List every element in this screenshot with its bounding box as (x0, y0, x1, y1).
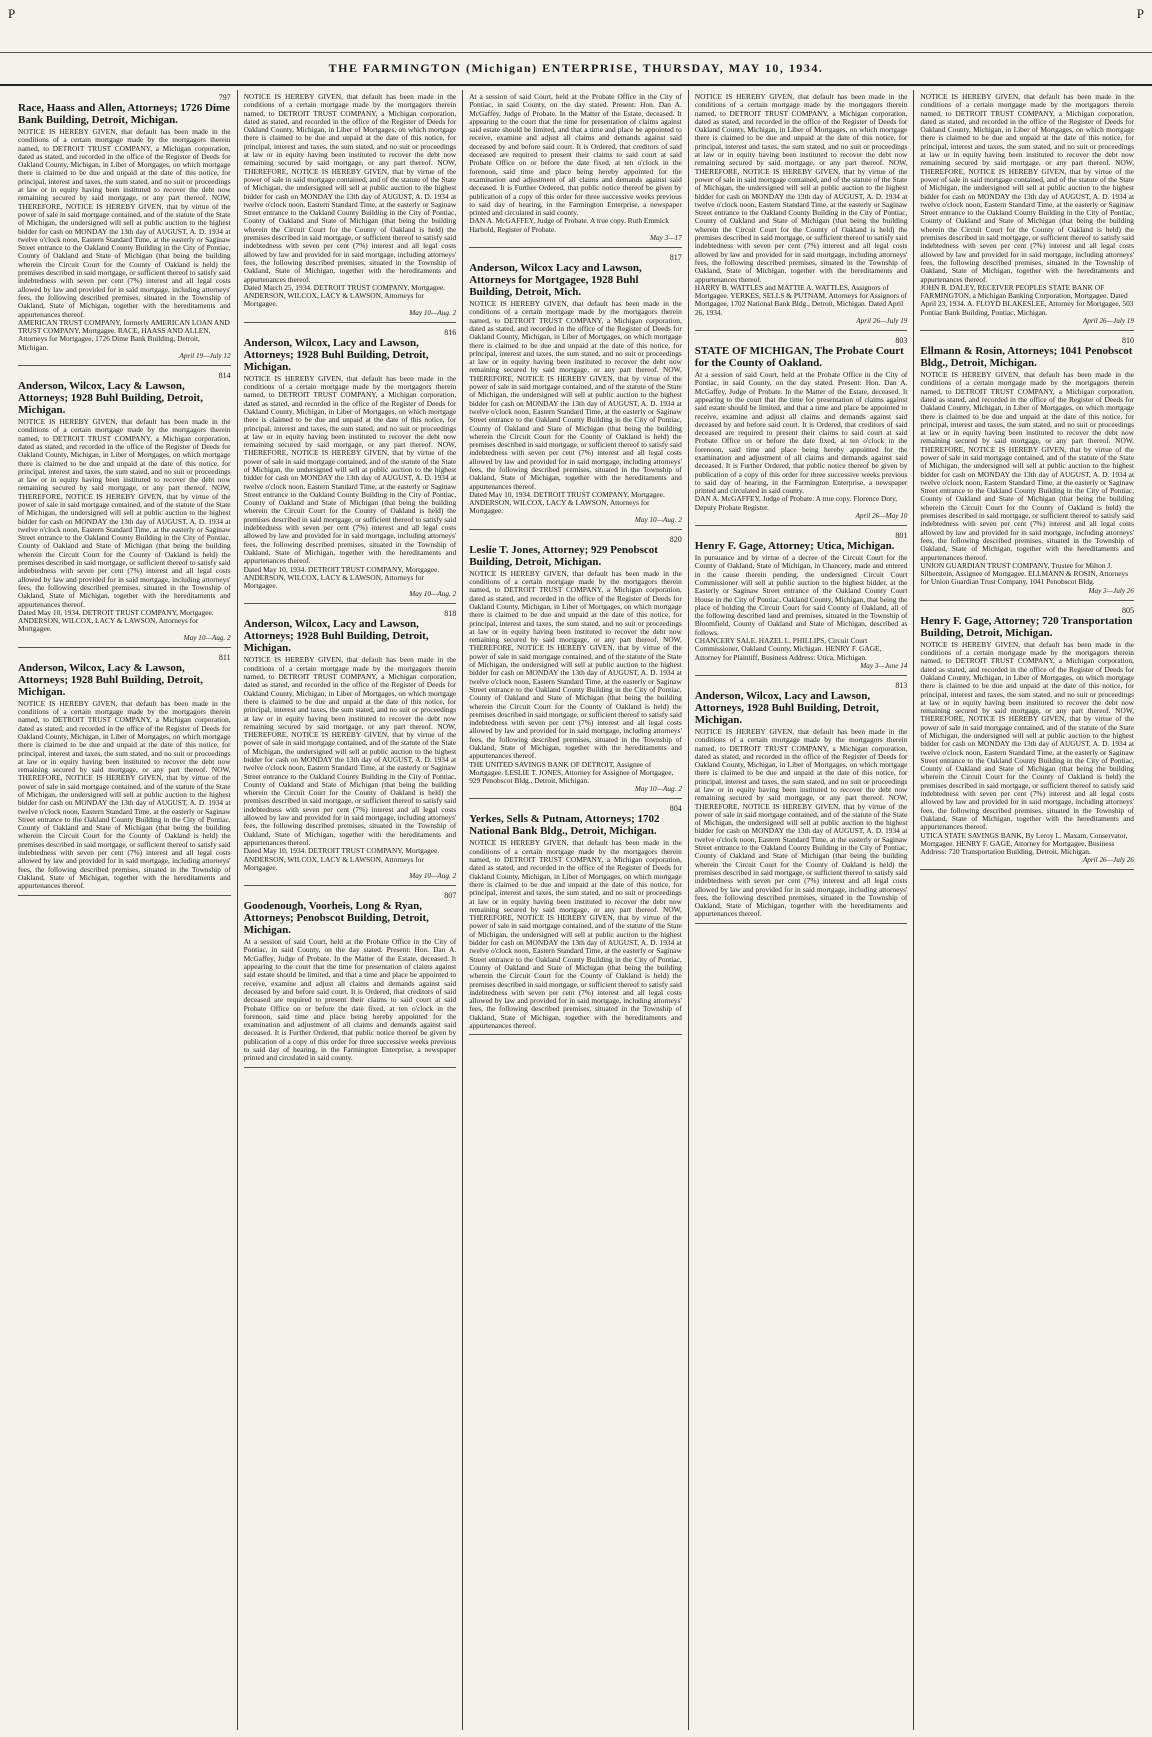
notice-signature: HARRY B. WATTLES and MATTIE A. WATTLES, Assignors of Mortgagee. YERKES, SELLS & PUTNAM, Attorneys for Assignors of Mortgagee, 1702 National Bank Bldg., Detroit, Michigan. Dated April 26, 1934. (694, 282, 907, 317)
notice-number: 805 (1122, 605, 1134, 615)
notice-body: At a session of said Court, held at the Probate Office in the City of Pontiac, in said County, on the day stated. Present: Hon. Dan A. McGaffey, Judge of Probate. In the Matter of the Estate, deceased. It appearing to the court that the time for presentation of claims against said estate should be limited, and that a time and place be appointed to receive, examine and adjust all claims and demands against said deceased by and before said court. It is Ordered, that creditors of said deceased are required to present their claims to said court at said Probate Office on or before the date fixed, at ten o'clock in the forenoon, said time and place being hereby appointed for the examination and adjustment of all claims and demands against said deceased. It is Further Ordered, that public notice thereof be given by publication of a copy of this order for three successive weeks previous to said day of hearing, in the Farmington Enterprise, a newspaper printed and circulated in said county. (243, 937, 457, 1063)
notice-signature: DAN A. McGAFFEY, Judge of Probate. A true copy. Florence Doty, Deputy Probate Register. (694, 494, 898, 512)
notice-body: NOTICE IS HEREBY GIVEN, that default has been made in the conditions of a certain mortgage made by the mortgagors therein named, to DETROIT TRUST COMPANY, a Michigan corporation, dated as stated, and recorded in the office of the Register of Deeds for Oakland County, Michigan, in Liber of Mortgages, on which mortgage there is claimed to be due and unpaid at the date of this notice, for principal, interest and taxes, the sum stated, and no suit or proceedings at law or in equity having been instituted to recover the debt now remaining secured by said mortgage, or any part thereof. NOW, THEREFORE, NOTICE IS HEREBY GIVEN, that by virtue of the power of sale in said mortgage contained, and of the statute of the State of Michigan, the undersigned will sell at public auction to the highest bidder for cash on MONDAY the 13th day of AUGUST, A. D. 1934 at twelve o'clock noon, Eastern Standard Time, at the easterly or Saginaw Street entrance to the Oakland County Building in the City of Pontiac, County of Oakland and State of Michigan (that being the building wherein the Circuit Court for the County of Oakland is held) the premises described in said mortgage, or sufficient thereof to satisfy said indebtedness with seven per cent (7%) interest and all legal costs allowed by law and provided for in said mortgage, including attorneys' fees, the following described premises, situated in the Township of Oakland, State of Michigan, together with the hereditaments and appurtenances thereof. (18, 698, 231, 891)
notice-heading: Henry F. Gage, Attorney; Utica, Michigan. (694, 540, 895, 553)
notice-run-dates: April 26—July 19 (856, 317, 908, 326)
notice-body: In pursuance and by virtue of a decree of the Circuit Court for the County of Oakland, State of Michigan, in Chancery, made and entered in the cause therein pending, the undersigned Circuit Court Commissioner will sell at public auction to the highest bidder, at the Easterly or Saginaw Street entrance of the Oakland County Court House in the City of Pontiac, Oakland County, Michigan, that being the place of holding the Circuit Court for said County of Oakland, all of the following described land and premises, situated in the Township of Bloomfield, County of Oakland and State of Michigan, described as follows. (694, 553, 908, 637)
notice-heading: Goodenough, Voorheis, Long & Ryan, Attorneys; Penobscot Building, Detroit, Michigan. (243, 900, 429, 937)
notice-body: NOTICE IS HEREBY GIVEN, that default has been made in the conditions of a certain mortgage made by the mortgagors therein named, to DETROIT TRUST COMPANY, a Michigan corporation, dated as stated, and recorded in the office of the Register of Deeds for Oakland County, Michigan, in Liber of Mortgages, on which mortgage there is claimed to be due and unpaid at the date of this notice, for principal, interest and taxes, the sum stated, and no suit or proceedings at law or in equity having been instituted to recover the debt now remaining secured by said mortgage, or any part thereof. NOW, THEREFORE, NOTICE IS HEREBY GIVEN, that by virtue of the power of sale in said mortgage contained, and of the statute of the State of Michigan, the undersigned will sell at public auction to the highest bidder for cash on MONDAY the 13th day of AUGUST, A. D. 1934 at twelve o'clock noon, Eastern Standard Time, at the easterly or Saginaw Street entrance to the Oakland County Building in the City of Pontiac, County of Oakland and State of Michigan (that being the building wherein the Circuit Court for the County of Oakland is held) the premises described in said mortgage, or sufficient thereof to satisfy said indebtedness with seven per cent (7%) interest and all legal costs allowed by law and provided for in said mortgage, including attorneys' fees, the following described premises, situated in the Township of Oakland, State of Michigan, together with the hereditaments and appurtenances thereof. (920, 92, 1134, 284)
notice-run-dates: May 10—Aug. 2 (634, 515, 682, 524)
legal-notice (920, 333, 1134, 601)
legal-notice (244, 325, 457, 605)
legal-notice (469, 250, 682, 530)
notice-signature: Dated March 25, 1934. DETROIT TRUST COMPANY, Mortgagee. ANDERSON, WILCOX, LACY & LAWSON, Attorneys for Mortgagee. (243, 282, 445, 309)
notice-number: 803 (895, 336, 908, 346)
notice-run-dates: May 3—June 14 (860, 661, 908, 670)
notice-heading: Yerkes, Sells & Putnam, Attorneys; 1702 National Bank Bldg., Detroit, Michigan. (469, 813, 660, 838)
notice-run-dates: May 10—Aug. 2 (409, 590, 457, 599)
notice-heading: Henry F. Gage, Attorney; 720 Transportation Building, Detroit, Michigan. (920, 614, 1133, 639)
notice-number: 816 (444, 327, 457, 337)
notice-body: NOTICE IS HEREBY GIVEN, that default has been made in the conditions of a certain mortgage made by the mortgagors therein named, to DETROIT TRUST COMPANY, a Michigan corporation, dated as stated, and recorded in the office of the Register of Deeds for Oakland County, Michigan, in Liber of Mortgages, on which mortgage there is claimed to be due and unpaid at the date of this notice, for principal, interest and taxes, the sum stated, and no suit or proceedings at law or in equity having been instituted to recover the debt now remaining secured by said mortgage, or any part thereof. NOW, THEREFORE, NOTICE IS HEREBY GIVEN, that by virtue of the power of sale in said mortgage contained, and of the statute of the State of Michigan, the undersigned will sell at public auction to the highest bidder for cash on MONDAY the 13th day of AUGUST, A. D. 1934 at twelve o'clock noon, Eastern Standard Time, at the easterly or Saginaw Street entrance to the Oakland County Building in the City of Pontiac, County of Oakland and State of Michigan (that being the building wherein the Circuit Court for the County of Oakland is held) the premises described in said mortgage, or sufficient thereof to satisfy said indebtedness with seven per cent (7%) interest and all legal costs allowed by law and provided for in said mortgage, including attorneys' fees, the following described premises, situated in the Township of Oakland, State of Michigan, together with the hereditaments and appurtenances thereof. (920, 370, 1134, 562)
notice-run-dates: April 26—July 19 (1082, 317, 1134, 326)
corner-mark-right: P (1136, 6, 1144, 21)
legal-notice (695, 528, 908, 676)
column-2 (238, 90, 464, 1730)
notice-number: 814 (218, 371, 231, 381)
legal-notice (469, 90, 682, 248)
notice-heading: Anderson, Wilcox Lacy and Lawson, Attorneys for Mortgagee, 1928 Buhl Building, Detroit, Mich. (469, 262, 642, 299)
notice-number: 820 (669, 534, 682, 544)
legal-notice (18, 368, 231, 648)
notice-body: NOTICE IS HEREBY GIVEN, that default has been made in the conditions of a certain mortgage made by the mortgagors therein named, to DETROIT TRUST COMPANY, a Michigan corporation, dated as stated, and recorded in the office of the Register of Deeds for Oakland County, Michigan, in Liber of Mortgages, on which mortgage there is claimed to be due and unpaid at the date of this notice, for principal, interest and taxes, the sum stated, and no suit or proceedings at law or in equity having been instituted to recover the debt now remaining secured by said mortgage, or any part thereof. NOW, THEREFORE, NOTICE IS HEREBY GIVEN, that by virtue of the power of sale in said mortgage contained, and of the statute of the State of Michigan, the undersigned will sell at public auction to the highest bidder for cash on MONDAY the 13th day of AUGUST, A. D. 1934 at twelve o'clock noon, Eastern Standard Time, at the easterly or Saginaw Street entrance to the Oakland County Building in the City of Pontiac, County of Oakland and State of Michigan (that being the building wherein the Circuit Court for the County of Oakland is held) the premises described in said mortgage, or sufficient thereof to satisfy said indebtedness with seven per cent (7%) interest and all legal costs allowed by law and provided for in said mortgage, including attorneys' fees, the following described premises, situated in the Township of Oakland, State of Michigan, together with the hereditaments and appurtenances thereof. (920, 639, 1134, 832)
notice-heading: Race, Haass and Allen, Attorneys; 1726 Dime Bank Building, Detroit, Michigan. (18, 102, 231, 126)
legal-notice (244, 606, 457, 886)
legal-notice (469, 801, 682, 1035)
legal-notice (244, 888, 457, 1067)
notice-heading: Ellmann & Rosin, Attorneys; 1041 Penobscot Bldg., Detroit, Michigan. (920, 345, 1133, 370)
notice-number: 801 (895, 531, 908, 541)
notice-number: 817 (669, 253, 682, 263)
legal-notice (18, 90, 231, 366)
notice-body: NOTICE IS HEREBY GIVEN, that default has been made in the conditions of a certain mortgage made by the mortgagors therein named, to DETROIT TRUST COMPANY, a Michigan corporation, dated as stated, and recorded in the office of the Register of Deeds for Oakland County, Michigan, in Liber of Mortgages, on which mortgage there is claimed to be due and unpaid at the date of this notice, for principal, interest and taxes, the sum stated, and no suit or proceedings at law or in equity having been instituted to recover the debt now remaining secured by said mortgage, or any part thereof. NOW, THEREFORE, NOTICE IS HEREBY GIVEN, that by virtue of the power of sale in said mortgage contained, and of the statute of the State of Michigan, the undersigned will sell at public auction to the highest bidder for cash on MONDAY the 13th day of AUGUST, A. D. 1934 at twelve o'clock noon, Eastern Standard Time, at the easterly or Saginaw Street entrance to the Oakland County Building in the City of Pontiac, County of Oakland and State of Michigan (that being the building wherein the Circuit Court for the County of Oakland is held) the premises described in said mortgage, or sufficient thereof to satisfy said indebtedness with seven per cent (7%) interest and all legal costs allowed by law and provided for in said mortgage, including attorneys' fees, the following described premises, situated in the Township of Oakland, State of Michigan, together with the hereditaments and appurtenances thereof. (18, 127, 231, 319)
notice-body: NOTICE IS HEREBY GIVEN, that default has been made in the conditions of a certain mortgage made by the mortgagors therein named, to DETROIT TRUST COMPANY, a Michigan corporation, dated as stated, and recorded in the office of the Register of Deeds for Oakland County, Michigan, in Liber of Mortgages, on which mortgage there is claimed to be due and unpaid at the date of this notice, for principal, interest and taxes, the sum stated, and no suit or proceedings at law or in equity having been instituted to recover the debt now remaining secured by said mortgage, or any part thereof. NOW, THEREFORE, NOTICE IS HEREBY GIVEN, that by virtue of the power of sale in said mortgage contained, and of the statute of the State of Michigan, the undersigned will sell at public auction to the highest bidder for cash on MONDAY the 13th day of AUGUST, A. D. 1934 at twelve o'clock noon, Eastern Standard Time, at the easterly or Saginaw Street entrance to the Oakland County Building in the City of Pontiac, County of Oakland and State of Michigan (that being the building wherein the Circuit Court for the County of Oakland is held) the premises described in said mortgage, or sufficient thereof to satisfy said indebtedness with seven per cent (7%) interest and all legal costs allowed by law and provided for in said mortgage, including attorneys' fees, the following described premises, situated in the Township of Oakland, State of Michigan, together with the hereditaments and appurtenances thereof. (243, 373, 457, 566)
notice-number: 811 (218, 652, 231, 662)
notice-body: At a session of said Court, held at the Probate Office in the City of Pontiac, in said County, on the day stated. Present: Hon. Dan A. McGaffey, Judge of Probate. In the Matter of the Estate, deceased. It appearing to the court that the time for presentation of claims against said estate should be limited, and that a time and place be appointed to receive, examine and adjust all claims and demands against said deceased by and before said court. It is Ordered, that creditors of said deceased are required to present their claims to said court at said Probate Office on or before the date fixed, at ten o'clock in the forenoon, said time and place being hereby appointed for the examination and adjustment of all claims and demands against said deceased. It is Further Ordered, that public notice thereof be given by publication of a copy of this order for three successive weeks previous to said day of hearing, in the Farmington Enterprise, a newspaper printed and circulated in said county. (694, 370, 908, 496)
column-3 (463, 90, 689, 1730)
notice-number: 818 (444, 609, 457, 619)
notice-body: NOTICE IS HEREBY GIVEN, that default has been made in the conditions of a certain mortgage made by the mortgagors therein named, to DETROIT TRUST COMPANY, a Michigan corporation, dated as stated, and recorded in the office of the Register of Deeds for Oakland County, Michigan, in Liber of Mortgages, on which mortgage there is claimed to be due and unpaid at the date of this notice, for principal, interest and taxes, the sum stated, and no suit or proceedings at law or in equity having been instituted to recover the debt now remaining secured by said mortgage, or any part thereof. NOW, THEREFORE, NOTICE IS HEREBY GIVEN, that by virtue of the power of sale in said mortgage contained, and of the statute of the State of Michigan, the undersigned will sell at public auction to the highest bidder for cash on MONDAY the 13th day of AUGUST, A. D. 1934 at twelve o'clock noon, Eastern Standard Time, at the easterly or Saginaw Street entrance to the Oakland County Building in the City of Pontiac, County of Oakland and State of Michigan (that being the building wherein the Circuit Court for the County of Oakland is held) the premises described in said mortgage, or sufficient thereof to satisfy said indebtedness with seven per cent (7%) interest and all legal costs allowed by law and provided for in said mortgage, including attorneys' fees, the following described premises, situated in the Township of Oakland, State of Michigan, together with the hereditaments and appurtenances thereof. (243, 655, 457, 847)
notice-body: NOTICE IS HEREBY GIVEN, that default has been made in the conditions of a certain mortgage made by the mortgagors therein named, to DETROIT TRUST COMPANY, a Michigan corporation, dated as stated, and recorded in the office of the Register of Deeds for Oakland County, Michigan, in Liber of Mortgages, on which mortgage there is claimed to be due and unpaid at the date of this notice, for principal, interest and taxes, the sum stated, and no suit or proceedings at law or in equity having been instituted to recover the debt now remaining secured by said mortgage, or any part thereof. NOW, THEREFORE, NOTICE IS HEREBY GIVEN, that by virtue of the power of sale in said mortgage contained, and of the statute of the State of Michigan, the undersigned will sell at public auction to the highest bidder for cash on MONDAY the 13th day of AUGUST, A. D. 1934 at twelve o'clock noon, Eastern Standard Time, at the easterly or Saginaw Street entrance to the Oakland County Building in the City of Pontiac, County of Oakland and State of Michigan (that being the building wherein the Circuit Court for the County of Oakland is held) the premises described in said mortgage, or sufficient thereof to satisfy said indebtedness with seven per cent (7%) interest and all legal costs allowed by law and provided for in said mortgage, including attorneys' fees, the following described premises, situated in the Township of Oakland, State of Michigan, together with the hereditaments and appurtenances thereof. (469, 838, 682, 1031)
notice-body: NOTICE IS HEREBY GIVEN, that default has been made in the conditions of a certain mortgage made by the mortgagors therein named, to DETROIT TRUST COMPANY, a Michigan corporation, dated as stated, and recorded in the office of the Register of Deeds for Oakland County, Michigan, in Liber of Mortgages, on which mortgage there is claimed to be due and unpaid at the date of this notice, for principal, interest and taxes, the sum stated, and no suit or proceedings at law or in equity having been instituted to recover the debt now remaining secured by said mortgage, or any part thereof. NOW, THEREFORE, NOTICE IS HEREBY GIVEN, that by virtue of the power of sale in said mortgage contained, and of the statute of the State of Michigan, the undersigned will sell at public auction to the highest bidder for cash on MONDAY the 13th day of AUGUST, A. D. 1934 at twelve o'clock noon, Eastern Standard Time, at the easterly or Saginaw Street entrance to the Oakland County Building in the City of Pontiac, County of Oakland and State of Michigan (that being the building wherein the Circuit Court for the County of Oakland is held) the premises described in said mortgage, or sufficient thereof to satisfy said indebtedness with seven per cent (7%) interest and all legal costs allowed by law and provided for in said mortgage, including attorneys' fees, the following described premises, situated in the Township of Oakland, State of Michigan, together with the hereditaments and appurtenances thereof. (694, 726, 908, 919)
notice-signature: Dated May 10, 1934. DETROIT TRUST COMPANY, Mortgagee. ANDERSON, WILCOX, LACY & LAWSON, Attorneys for Mortgagee. (18, 607, 214, 634)
legal-notice (920, 603, 1134, 871)
column-5 (914, 90, 1140, 1730)
notice-signature: DAN A. McGAFFEY, Judge of Probate. A true copy. Ruth Emmick Harbold, Register of Probate. (469, 216, 669, 234)
notice-signature: Dated May 10, 1934. DETROIT TRUST COMPANY, Mortgagee. ANDERSON, WILCOX, LACY & LAWSON, Attorneys for Mortgagee. (243, 846, 440, 872)
notice-heading: Anderson, Wilcox, Lacy & Lawson, Attorneys; 1928 Buhl Building, Detroit, Michigan. (18, 380, 203, 417)
notice-heading: Leslie T. Jones, Attorney; 929 Penobscot Building, Detroit, Michigan. (469, 543, 658, 568)
notice-number: 813 (895, 680, 908, 690)
notice-run-dates: May 3—July 26 (1088, 586, 1134, 595)
notice-run-dates: April 19—July 12 (179, 352, 231, 361)
legal-notice (18, 650, 231, 896)
notice-run-dates: May 10—Aug. 2 (409, 872, 457, 881)
notice-heading: Anderson, Wilcox, Lacy and Lawson, Attorneys; 1928 Buhl Building, Detroit, Michigan. (243, 618, 429, 655)
notice-body: NOTICE IS HEREBY GIVEN, that default has been made in the conditions of a certain mortgage made by the mortgagors therein named, to DETROIT TRUST COMPANY, a Michigan corporation, dated as stated, and recorded in the office of the Register of Deeds for Oakland County, Michigan, in Liber of Mortgages, on which mortgage there is claimed to be due and unpaid at the date of this notice, for principal, interest and taxes, the sum stated, and no suit or proceedings at law or in equity having been instituted to recover the debt now remaining secured by said mortgage, or any part thereof. NOW, THEREFORE, NOTICE IS HEREBY GIVEN, that by virtue of the power of sale in said mortgage contained, and of the statute of the State of Michigan, the undersigned will sell at public auction to the highest bidder for cash on MONDAY the 13th day of AUGUST, A. D. 1934 at twelve o'clock noon, Eastern Standard Time, at the easterly or Saginaw Street entrance to the Oakland County Building in the City of Pontiac, County of Oakland and State of Michigan (that being the building wherein the Circuit Court for the County of Oakland is held) the premises described in said mortgage, or sufficient thereof to satisfy said indebtedness with seven per cent (7%) interest and all legal costs allowed by law and provided for in said mortgage, including attorneys' fees, the following described premises, situated in the Township of Oakland, State of Michigan, together with the hereditaments and appurtenances thereof. (469, 299, 682, 491)
legal-notice (469, 532, 682, 800)
notice-run-dates: May 10—Aug. 2 (183, 633, 231, 642)
notice-heading: Anderson, Wilcox, Lacy & Lawson, Attorneys; 1928 Buhl Building, Detroit, Michigan. (18, 661, 203, 698)
notice-signature: JOHN R. DALEY, RECEIVER PEOPLES STATE BANK OF FARMINGTON, a Michigan Banking Corporation, Mortgagee. Dated April 23, 1934. A. FLOYD BLAKESLEE, Attorney for Mortgagee, 503 Pontiac Bank Building, Pontiac, Michigan. (920, 282, 1134, 317)
notice-signature: CHANCERY SALE. HAZEL L. PHILLIPS, Circuit Court Commissioner, Oakland County, Michigan. HENRY F. GAGE, Attorney for Plaintiff, Business Address: Utica, Michigan. (694, 636, 882, 662)
notice-heading: Anderson, Wilcox, Lacy and Lawson, Attorneys, 1928 Buhl Building, Detroit, Michigan. (694, 689, 879, 726)
columns-container (12, 90, 1140, 1730)
masthead-title: THE FARMINGTON (Michigan) ENTERPRISE, THURSDAY, MAY 10, 1934. (328, 61, 824, 75)
legal-notice (695, 678, 908, 924)
notice-heading: STATE OF MICHIGAN, The Probate Court for the County of Oakland. (694, 345, 904, 370)
notice-signature: Dated May 10, 1934. DETROIT TRUST COMPANY, Mortgagee. ANDERSON, WILCOX, LACY & LAWSON, Attorneys for Mortgagee. (243, 564, 440, 591)
notice-body: NOTICE IS HEREBY GIVEN, that default has been made in the conditions of a certain mortgage made by the mortgagors therein named, to DETROIT TRUST COMPANY, a Michigan corporation, dated as stated, and recorded in the office of the Register of Deeds for Oakland County, Michigan, in Liber of Mortgages, on which mortgage there is claimed to be due and unpaid at the date of this notice, for principal, interest and taxes, the sum stated, and no suit or proceedings at law or in equity having been instituted to recover the debt now remaining secured by said mortgage, or any part thereof. NOW, THEREFORE, NOTICE IS HEREBY GIVEN, that by virtue of the power of sale in said mortgage contained, and of the statute of the State of Michigan, the undersigned will sell at public auction to the highest bidder for cash on MONDAY the 13th day of AUGUST, A. D. 1934 at twelve o'clock noon, Eastern Standard Time, at the easterly or Saginaw Street entrance to the Oakland County Building in the City of Pontiac, County of Oakland and State of Michigan (that being the building wherein the Circuit Court for the County of Oakland is held) the premises described in said mortgage, or sufficient thereof to satisfy said indebtedness with seven per cent (7%) interest and all legal costs allowed by law and provided for in said mortgage, including attorneys' fees, the following described premises, situated in the Township of Oakland, State of Michigan, together with the hereditaments and appurtenances thereof. (243, 92, 457, 284)
notice-heading: Anderson, Wilcox, Lacy and Lawson, Attorneys; 1928 Buhl Building, Detroit, Michigan. (243, 336, 429, 373)
legal-notice (244, 90, 457, 323)
notice-run-dates: May 10—Aug. 2 (409, 308, 457, 317)
notice-run-dates: May 3—17 (650, 234, 682, 243)
notice-body: At a session of said Court, held at the Probate Office in the City of Pontiac, in said County, on the day stated. Present: Hon. Dan A. McGaffey, Judge of Probate. In the Matter of the Estate, deceased. It appearing to the court that the time for presentation of claims against said estate should be limited, and that a time and place be appointed to receive, examine and adjust all claims and demands against said deceased by and before said court. It is Ordered, that creditors of said deceased are required to present their claims to said court at said Probate Office on or before the date fixed, at ten o'clock in the forenoon, said time and place being hereby appointed for the examination and adjustment of all claims and demands against said deceased. It is Further Ordered, that public notice thereof be given by publication of a copy of this order for three successive weeks previous to said day of hearing, in the Farmington Enterprise, a newspaper printed and circulated in said county. (469, 92, 682, 218)
notice-run-dates: May 10—Aug. 2 (634, 785, 682, 794)
notice-number: 797 (218, 93, 231, 102)
notice-body: NOTICE IS HEREBY GIVEN, that default has been made in the conditions of a certain mortgage made by the mortgagors therein named, to DETROIT TRUST COMPANY, a Michigan corporation, dated as stated, and recorded in the office of the Register of Deeds for Oakland County, Michigan, in Liber of Mortgages, on which mortgage there is claimed to be due and unpaid at the date of this notice, for principal, interest and taxes, the sum stated, and no suit or proceedings at law or in equity having been instituted to recover the debt now remaining secured by said mortgage, or any part thereof. NOW, THEREFORE, NOTICE IS HEREBY GIVEN, that by virtue of the power of sale in said mortgage contained, and of the statute of the State of Michigan, the undersigned will sell at public auction to the highest bidder for cash on MONDAY the 13th day of AUGUST, A. D. 1934 at twelve o'clock noon, Eastern Standard Time, at the easterly or Saginaw Street entrance to the Oakland County Building in the City of Pontiac, County of Oakland and State of Michigan (that being the building wherein the Circuit Court for the County of Oakland is held) the premises described in said mortgage, or sufficient thereof to satisfy said indebtedness with seven per cent (7%) interest and all legal costs allowed by law and provided for in said mortgage, including attorneys' fees, the following described premises, situated in the Township of Oakland, State of Michigan, together with the hereditaments and appurtenances thereof. (18, 417, 231, 609)
legal-notice (920, 90, 1134, 331)
column-1 (12, 90, 238, 1730)
notice-signature: AMERICAN TRUST COMPANY, formerly AMERICAN LOAN AND TRUST COMPANY, Mortgagee. RACE, HAASS AND ALLEN, Attorneys for Mortgagee, 1726 Dime Bank Building, Detroit, Michigan. (18, 317, 230, 352)
notice-run-dates: April 26—May 10 (855, 512, 908, 521)
notice-number: 810 (1122, 336, 1134, 346)
notice-run-dates: April 26—July 26 (1082, 856, 1134, 865)
notice-signature: UTICA STATE SAVINGS BANK, By Leroy L. Maxam, Conservator, Mortgagee. HENRY F. GAGE, Attorney for Mortgagee, Business Address: 720 Transportation Building, Detroit, Michigan. (920, 830, 1128, 857)
notice-signature: UNION GUARDIAN TRUST COMPANY, Trustee for Milton J. Silberstein, Assignee of Mortgagee. ELLMANN & ROSIN, Attorneys for Union Guardian Trust Company, 1041 Penobscot Bldg. (920, 560, 1129, 587)
notice-signature: THE UNITED SAVINGS BANK OF DETROIT, Assignee of Mortgagee. LESLIE T. JONES, Attorney for Assignee of Mortgagee, 929 Penobscot Bldg., Detroit, Michigan. (469, 759, 674, 786)
legal-notice (695, 90, 908, 331)
corner-mark-left: P (8, 6, 16, 21)
notice-signature: Dated May 10, 1934. DETROIT TRUST COMPANY, Mortgagee. ANDERSON, WILCOX, LACY & LAWSON, Attorneys for Mortgagee. (469, 489, 665, 516)
notice-number: 804 (669, 804, 682, 814)
legal-notice (695, 333, 908, 526)
column-4 (689, 90, 915, 1730)
notice-body: NOTICE IS HEREBY GIVEN, that default has been made in the conditions of a certain mortgage made by the mortgagors therein named, to DETROIT TRUST COMPANY, a Michigan corporation, dated as stated, and recorded in the office of the Register of Deeds for Oakland County, Michigan, in Liber of Mortgages, on which mortgage there is claimed to be due and unpaid at the date of this notice, for principal, interest and taxes, the sum stated, and no suit or proceedings at law or in equity having been instituted to recover the debt now remaining secured by said mortgage, or any part thereof. NOW, THEREFORE, NOTICE IS HEREBY GIVEN, that by virtue of the power of sale in said mortgage contained, and of the statute of the State of Michigan, the undersigned will sell at public auction to the highest bidder for cash on MONDAY the 13th day of AUGUST, A. D. 1934 at twelve o'clock noon, Eastern Standard Time, at the easterly or Saginaw Street entrance to the Oakland County Building in the City of Pontiac, County of Oakland and State of Michigan (that being the building wherein the Circuit Court for the County of Oakland is held) the premises described in said mortgage, or sufficient thereof to satisfy said indebtedness with seven per cent (7%) interest and all legal costs allowed by law and provided for in said mortgage, including attorneys' fees, the following described premises, situated in the Township of Oakland, State of Michigan, together with the hereditaments and appurtenances thereof. (469, 568, 682, 761)
notice-body: NOTICE IS HEREBY GIVEN, that default has been made in the conditions of a certain mortgage made by the mortgagors therein named, to DETROIT TRUST COMPANY, a Michigan corporation, dated as stated, and recorded in the office of the Register of Deeds for Oakland County, Michigan, in Liber of Mortgages, on which mortgage there is claimed to be due and unpaid at the date of this notice, for principal, interest and taxes, the sum stated, and no suit or proceedings at law or in equity having been instituted to recover the debt now remaining secured by said mortgage, or any part thereof. NOW, THEREFORE, NOTICE IS HEREBY GIVEN, that by virtue of the power of sale in said mortgage contained, and of the statute of the State of Michigan, the undersigned will sell at public auction to the highest bidder for cash on MONDAY the 13th day of AUGUST, A. D. 1934 at twelve o'clock noon, Eastern Standard Time, at the easterly or Saginaw Street entrance to the Oakland County Building in the City of Pontiac, County of Oakland and State of Michigan (that being the building wherein the Circuit Court for the County of Oakland is held) the premises described in said mortgage, or sufficient thereof to satisfy said indebtedness with seven per cent (7%) interest and all legal costs allowed by law and provided for in said mortgage, including attorneys' fees, the following described premises, situated in the Township of Oakland, State of Michigan, together with the hereditaments and appurtenances thereof. (694, 92, 908, 284)
masthead (0, 52, 1152, 86)
notice-number: 807 (444, 891, 457, 901)
